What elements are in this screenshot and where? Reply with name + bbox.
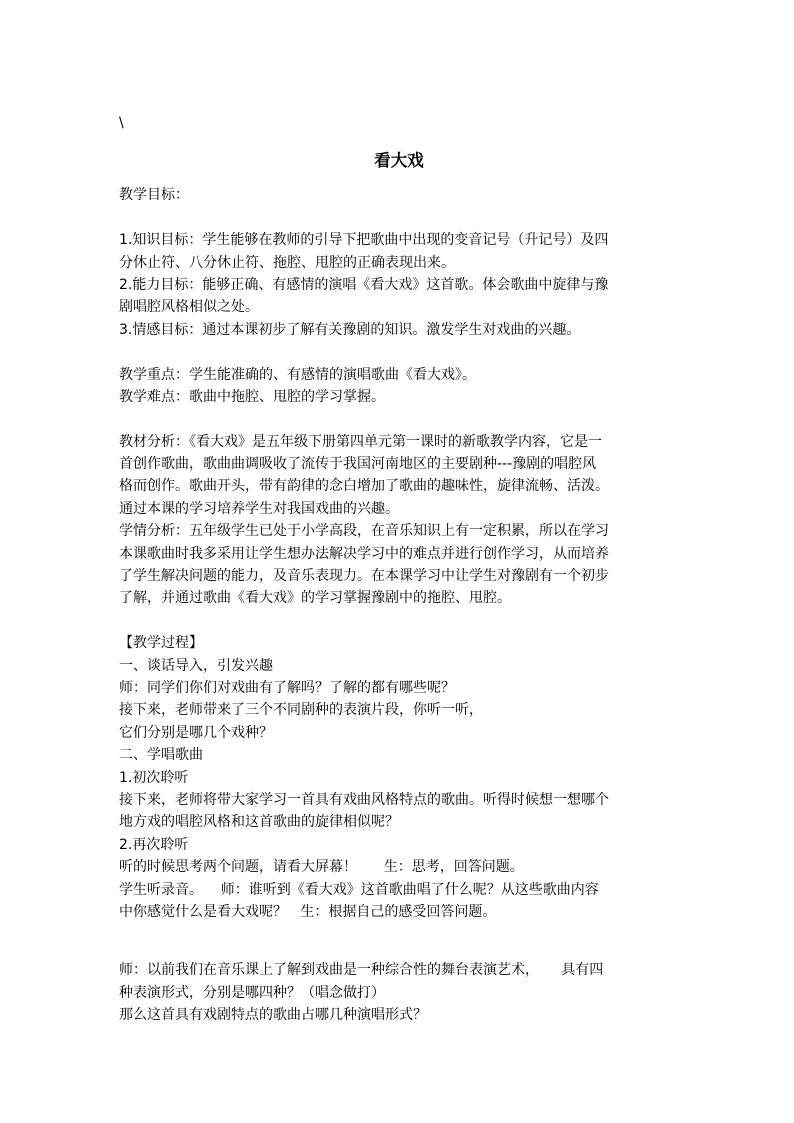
- process-line: 地方戏的唱腔风格和这首歌曲的旋律相似呢？: [119, 814, 399, 831]
- process-line: 2.再次聆听: [119, 836, 189, 853]
- process-line: 它们分别是哪几个戏种？: [119, 724, 273, 741]
- analysis-line: 了学生解决问题的能力，及音乐表现力。在本课学习中让学生对豫剧有一个初步: [119, 568, 609, 585]
- objective-line: 3.情感目标：通过本课初步了解有关豫剧的知识。激发学生对戏曲的兴趣。: [119, 321, 581, 338]
- analysis-line: 格而创作。歌曲开头，带有韵律的念白增加了歌曲的趣味性，旋律流畅、活泼。: [119, 478, 609, 495]
- objective-line: 1.知识目标：学生能够在教师的引导下把歌曲中出现的变音记号（升记号）及四: [119, 232, 609, 249]
- closing-line: 那么这首具有戏剧特点的歌曲占哪几种演唱形式？: [119, 1007, 427, 1024]
- process-line: 师：同学们你们对戏曲有了解吗？了解的都有哪些呢？: [119, 679, 455, 696]
- objective-line: 2.能力目标：能够正确、有感情的演唱《看大戏》这首歌。体会歌曲中旋律与豫: [119, 276, 609, 293]
- analysis-line: 了解，并通过歌曲《看大戏》的学习掌握豫剧中的拖腔、甩腔。: [119, 590, 511, 607]
- process-line: 二、学唱歌曲: [119, 747, 203, 764]
- analysis-line: 教材分析：《看大戏》是五年级下册第四单元第一课时的新歌教学内容，它是一: [119, 433, 602, 450]
- process-line: 中你感觉什么是看大戏呢？ 生：根据自己的感受回答问题。: [119, 903, 497, 920]
- analysis-line: 首创作歌曲，歌曲曲调吸收了流传于我国河南地区的主要剧种---豫剧的唱腔风: [119, 456, 597, 473]
- objective-line: 剧唱腔风格相似之处。: [119, 299, 259, 316]
- analysis-line: 本课歌曲时我多采用让学生想办法解决学习中的难点并进行创作学习，从而培养: [119, 545, 609, 562]
- stray-mark: \: [119, 115, 124, 131]
- process-line: 听的时候思考两个问题，请看大屏幕！ 生：思考，回答问题。: [119, 859, 524, 876]
- key-point-line: 教学重点：学生能准确的、有感情的演唱歌曲《看大戏》。: [119, 366, 476, 383]
- process-heading: 【教学过程】: [119, 635, 203, 652]
- objectives-heading: 教学目标：: [119, 187, 189, 204]
- process-line: 接下来，老师带来了三个不同剧种的表演片段，你听一听，: [119, 702, 483, 719]
- difficulty-line: 教学难点：歌曲中拖腔、甩腔的学习掌握。: [119, 388, 385, 405]
- process-line: 一、谈话导入，引发兴趣: [119, 657, 273, 674]
- document-title: 看大戏: [374, 151, 424, 171]
- analysis-line: 学情分析：五年级学生已处于小学高段，在音乐知识上有一定积累，所以在学习: [119, 523, 609, 540]
- process-line: 学生听录音。 师：谁听到《看大戏》这首歌曲唱了什么呢？从这些歌曲内容: [119, 881, 599, 898]
- process-line: 接下来，老师将带大家学习一首具有戏曲风格特点的歌曲。听得时候想一想哪个: [119, 791, 609, 808]
- document-page: [119, 112, 679, 1026]
- analysis-line: 通过本课的学习培养学生对我国戏曲的兴趣。: [119, 500, 399, 517]
- process-line: 1.初次聆听: [119, 769, 189, 786]
- objective-line: 分休止符、八分休止符、拖腔、甩腔的正确表现出来。: [119, 254, 455, 271]
- closing-line: 师：以前我们在音乐课上了解到戏曲是一种综合性的舞台表演艺术， 具有四: [119, 962, 604, 979]
- closing-line: 种表演形式，分别是哪四种？（唱念做打）: [119, 984, 385, 1001]
